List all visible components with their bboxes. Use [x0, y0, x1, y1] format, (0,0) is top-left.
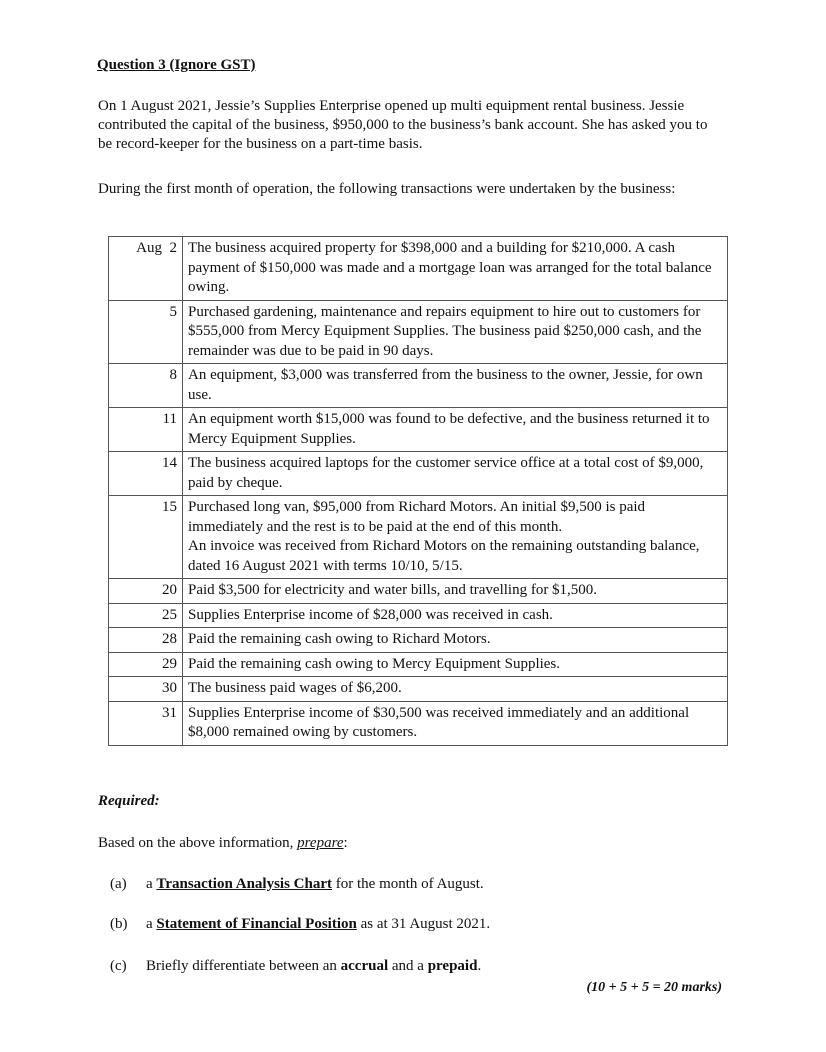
requirement-pre: a	[146, 916, 157, 932]
transaction-row	[109, 652, 728, 677]
transaction-text: Paid the remaining cash owing to Richard Motors.	[188, 631, 491, 647]
transaction-text: An equipment, $3,000 was transferred from the business to the owner, Jessie, for own use.	[188, 367, 703, 403]
requirement-emphasis: Transaction Analysis Chart	[156, 876, 332, 892]
transaction-description	[183, 364, 728, 408]
requirement-b	[110, 915, 490, 934]
transaction-date: 11	[109, 408, 183, 452]
transaction-date: 25	[109, 603, 183, 628]
transaction-description	[183, 652, 728, 677]
transaction-date: 14	[109, 452, 183, 496]
based-suffix: :	[343, 835, 348, 851]
transaction-date: 28	[109, 628, 183, 653]
transaction-description	[183, 237, 728, 301]
transaction-description	[183, 677, 728, 702]
transaction-text: Supplies Enterprise income of $28,000 was received in cash.	[188, 606, 553, 623]
transaction-date: 29	[109, 652, 183, 677]
prepaid-term: prepaid	[427, 958, 478, 974]
transaction-date: 30	[109, 677, 183, 702]
question-title: Question 3 (Ignore GST)	[97, 57, 256, 73]
transaction-text: The business paid wages of $6,200.	[188, 680, 402, 696]
transaction-description	[183, 452, 728, 496]
transaction-date: 5	[109, 300, 183, 364]
transaction-description	[183, 603, 728, 628]
transactions-table	[108, 236, 728, 746]
transaction-date: 15	[109, 496, 183, 579]
transaction-row	[109, 496, 728, 579]
transaction-description	[183, 408, 728, 452]
requirement-a	[110, 875, 484, 894]
transaction-text: The business acquired property for $398,000 and a building for $210,000. A cash payment of $150,000 was made and a mortgage loan was arranged for the total balance owing.	[188, 240, 712, 295]
requirement-post: .	[477, 958, 482, 974]
transaction-description	[183, 701, 728, 745]
transaction-row	[109, 300, 728, 364]
requirement-label: (c)	[110, 958, 127, 974]
accrual-term: accrual	[340, 958, 389, 974]
requirement-label: (b)	[110, 916, 128, 932]
requirement-pre: Briefly differentiate between an	[146, 958, 341, 974]
based-prefix: Based on the above information,	[98, 835, 298, 851]
transaction-row	[109, 579, 728, 604]
intro-paragraph: On 1 August 2021, Jessie’s Supplies Enterprise opened up multi equipment rental business. Jessie contributed the capital of the business, $950,000 to the business’s bank account. She has asked you to be record-keeper for the business on a part-time basis.	[98, 98, 708, 152]
requirement-post: for the month of August.	[332, 876, 484, 892]
prepare-word: prepare	[297, 835, 344, 851]
transaction-text: Purchased long van, $95,000 from Richard Motors. An initial $9,500 is paid immediately and the rest is to be paid at the end of this month.	[188, 499, 646, 535]
transaction-date: 8	[109, 364, 183, 408]
based-instruction	[98, 834, 348, 853]
transaction-row	[109, 603, 728, 628]
transaction-text: An invoice was received from Richard Motors on the remaining outstanding balance, dated 16 August 2021 with terms 10/10, 5/15.	[188, 538, 700, 574]
transaction-description	[183, 496, 728, 579]
transaction-description	[183, 579, 728, 604]
requirement-label: (a)	[110, 876, 127, 892]
transaction-text: The business acquired laptops for the customer service office at a total cost of $9,000, paid by cheque.	[188, 455, 704, 491]
transaction-text: Purchased gardening, maintenance and repairs equipment to hire out to customers for $555,000 from Mercy Equipment Supplies. The business paid $250,000 cash, and the remainder was due to be paid in 90 days.	[188, 303, 702, 359]
transaction-row	[109, 677, 728, 702]
transaction-description	[183, 300, 728, 364]
transactions-intro: During the first month of operation, the following transactions were undertaken by the business:	[98, 181, 676, 197]
transaction-text: Paid the remaining cash owing to Mercy Equipment Supplies.	[188, 655, 561, 672]
transaction-text: Supplies Enterprise income of $30,500 was received immediately and an additional $8,000 remained owing by customers.	[188, 704, 690, 740]
marks-allocation: (10 + 5 + 5 = 20 marks)	[586, 980, 722, 995]
requirement-emphasis: Statement of Financial Position	[156, 916, 357, 932]
transaction-text: An equipment worth $15,000 was found to be defective, and the business returned it to Mercy Equipment Supplies.	[188, 411, 710, 447]
transaction-row	[109, 237, 728, 301]
requirement-mid: and a	[388, 958, 428, 974]
transaction-row	[109, 364, 728, 408]
requirement-c	[110, 957, 481, 976]
transaction-row	[109, 452, 728, 496]
transaction-row	[109, 701, 728, 745]
transaction-description	[183, 628, 728, 653]
requirement-post: as at 31 August 2021.	[356, 916, 491, 932]
transaction-row	[109, 408, 728, 452]
required-heading: Required:	[98, 793, 160, 809]
transaction-date: 31	[109, 701, 183, 745]
transaction-text: Paid $3,500 for electricity and water bills, and travelling for $1,500.	[188, 582, 598, 598]
transaction-date: 20	[109, 579, 183, 604]
requirement-pre: a	[146, 876, 157, 892]
transaction-row	[109, 628, 728, 653]
transaction-date: Aug 2	[109, 237, 183, 301]
